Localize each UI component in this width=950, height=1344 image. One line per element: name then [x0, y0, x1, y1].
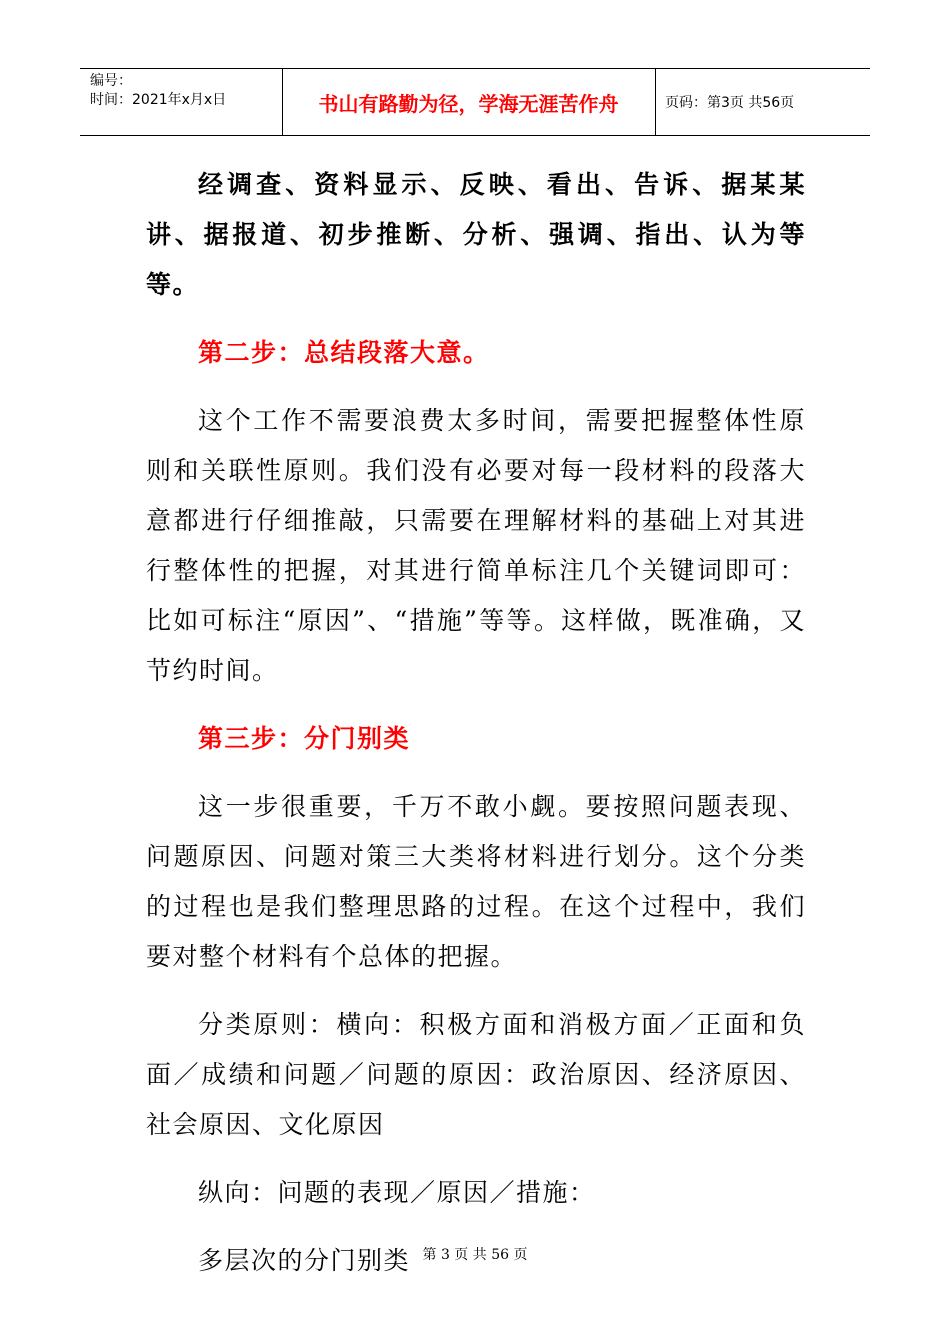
section-heading-step2: 第二步：总结段落大意。 [198, 338, 490, 367]
number-label: 编号： [90, 73, 132, 89]
time-label: 时间：2021年x月x日 [90, 92, 227, 108]
header-motto: 书山有路勤为径，学海无涯苦作舟 [282, 69, 656, 135]
paragraph-multilevel: 多层次的分门别类 [198, 1246, 411, 1275]
paragraph-step2: 这个工作不需要浪费太多时间，需要把握整体性原则和关联性原则。我们没有必要对每一段材料的段落大意都进行仔细推敲，只需要在理解材料的基础上对其进行整体性的把握，对其进行简单标注几个关键词即可：比如可标注“原因”、“措施”等等。这样做，既准确，又节约时间。 [146, 406, 806, 685]
paragraph-keywords: 经调查、资料显示、反映、看出、告诉、据某某讲、据报道、初步推断、分析、强调、指出、认为等等。 [146, 170, 806, 299]
document-body [146, 160, 806, 1286]
paragraph-vertical: 纵向：问题的表现／原因／措施： [198, 1178, 596, 1207]
page-header [80, 68, 870, 136]
header-page-info: 页码：第3页 共56页 [665, 95, 795, 111]
header-meta-cell [80, 69, 283, 135]
paragraph-step3: 这一步很重要，千万不敢小觑。要按照问题表现、问题原因、问题对策三大类将材料进行划分。这个分类的过程也是我们整理思路的过程。在这个过程中，我们要对整个材料有个总体的把握。 [146, 792, 806, 971]
section-heading-step3: 第三步：分门别类 [198, 724, 411, 753]
paragraph-classification: 分类原则：横向：积极方面和消极方面／正面和负面／成绩和问题／问题的原因：政治原因、经济原因、社会原因、文化原因 [146, 1010, 806, 1139]
page-footer: 第 3 页 共 56 页 [422, 1247, 528, 1263]
